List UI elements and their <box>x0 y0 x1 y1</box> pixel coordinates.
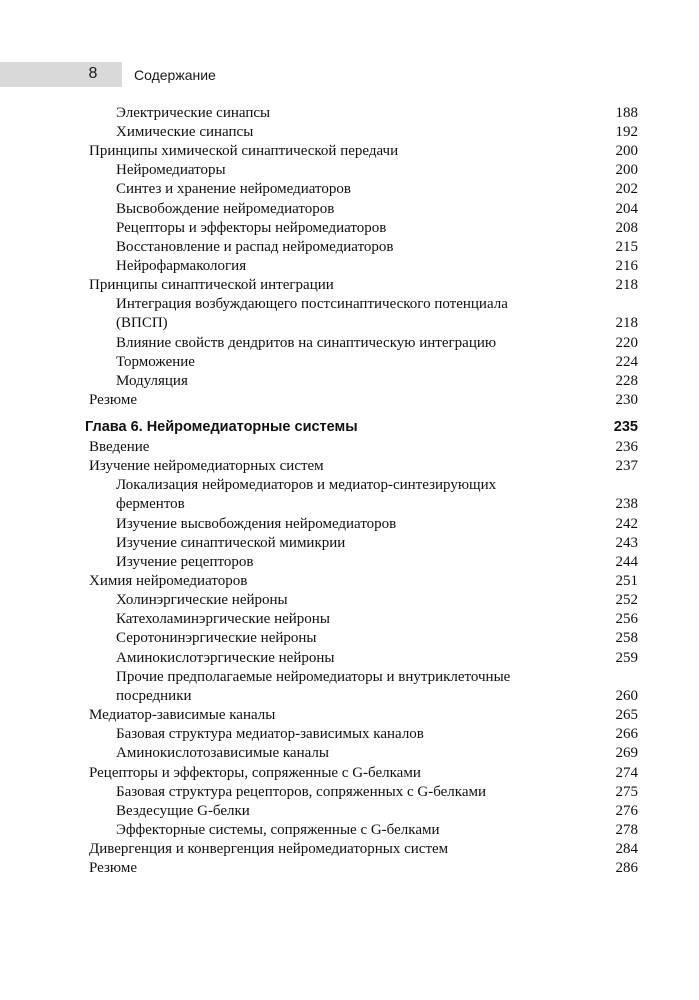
toc-entry-page: 251 <box>615 573 638 589</box>
toc-entry-page: 244 <box>615 554 638 570</box>
toc-entry-page: 266 <box>615 726 638 742</box>
toc-entry-page: 274 <box>615 765 638 781</box>
toc-entry-title: Эффекторные системы, сопряженные с G-белками <box>116 822 440 838</box>
toc-entry-title: Изучение высвобождения нейромедиаторов <box>116 516 397 532</box>
toc-entry-page: 238 <box>615 496 638 512</box>
toc-entry-page: 228 <box>615 373 638 389</box>
toc-entry-page: 220 <box>615 335 638 351</box>
toc-entry-page: 237 <box>615 458 638 474</box>
toc-entry-title: ферментов <box>116 496 185 512</box>
toc-entry-title: Химические синапсы <box>116 124 254 140</box>
toc-entry-page: 230 <box>615 392 638 408</box>
toc-entry-title: Восстановление и распад нейромедиаторов <box>116 239 394 255</box>
toc-entry-page: 275 <box>615 784 638 800</box>
toc-entry-title: Рецепторы и эффекторы нейромедиаторов <box>116 220 387 236</box>
toc-entry-page: 258 <box>615 630 638 646</box>
toc-entry-page: 200 <box>615 162 638 178</box>
toc-entry-page: 284 <box>615 841 638 857</box>
toc-entry-title: посредники <box>116 688 192 704</box>
toc-entry-page: 260 <box>615 688 638 704</box>
toc-entry-page: 259 <box>615 650 638 666</box>
toc-entry-title: Базовая структура медиатор-зависимых каналов <box>116 726 424 742</box>
toc-entry-page: 256 <box>615 611 638 627</box>
toc-entry-title: Резюме <box>89 392 138 408</box>
toc-entry-title: Высвобождение нейромедиаторов <box>116 201 335 217</box>
toc-entry-page: 252 <box>615 592 638 608</box>
toc-entry-page: 276 <box>615 803 638 819</box>
toc-entry-title: Нейромедиаторы <box>116 162 226 178</box>
toc-entry-page: 242 <box>615 516 638 532</box>
toc-entry-page: 286 <box>615 860 638 876</box>
toc-entry-title: Изучение синаптической мимикрии <box>116 535 346 551</box>
toc-entry-title: Дивергенция и конвергенция нейромедиаторных систем <box>89 841 449 857</box>
toc-entry-title: Холинэргические нейроны <box>116 592 288 608</box>
toc-entry-page: 215 <box>615 239 638 255</box>
toc-entry-title: Рецепторы и эффекторы, сопряженные с G-белками <box>89 765 421 781</box>
toc-entry-title: Аминокислотэргические нейроны <box>116 650 335 666</box>
toc-entry-page: 269 <box>615 745 638 761</box>
page-number: 8 <box>88 65 98 82</box>
toc-entry-title: Синтез и хранение нейромедиаторов <box>116 181 351 197</box>
toc-entry-title: Химия нейромедиаторов <box>89 573 248 589</box>
toc-chapter-title: Глава 6. Нейромедиаторные системы <box>85 419 358 435</box>
toc-entry-title: Вездесущие G-белки <box>116 803 250 819</box>
toc-entry-title: Электрические синапсы <box>116 105 271 121</box>
toc-entry-title: Модуляция <box>116 373 188 389</box>
toc-entry-title: Интеграция возбуждающего постсинаптического потенциала <box>116 296 508 312</box>
toc-entry-title: Прочие предполагаемые нейромедиаторы и внутриклеточные <box>116 669 511 685</box>
toc-entry-title: Базовая структура рецепторов, сопряженных с G-белками <box>116 784 487 800</box>
toc-entry-page: 218 <box>615 277 638 293</box>
toc-entry-title: Медиатор-зависимые каналы <box>89 707 276 723</box>
toc-entry-title: Принципы синаптической интеграции <box>89 277 334 293</box>
toc-entry-title: Локализация нейромедиаторов и медиатор-синтезирующих <box>116 477 497 493</box>
toc-entry-title: Катехоламинэргические нейроны <box>116 611 330 627</box>
toc-entry-page: 202 <box>615 181 638 197</box>
toc-entry-page: 224 <box>615 354 638 370</box>
running-header-title: Содержание <box>134 67 216 83</box>
toc-entry-title: Введение <box>89 439 150 455</box>
toc-entry-page: 218 <box>615 315 638 331</box>
toc-entry-page: 278 <box>615 822 638 838</box>
toc-entry-title: Торможение <box>116 354 195 370</box>
toc-entry-page: 192 <box>615 124 638 140</box>
toc-entry-page: 243 <box>615 535 638 551</box>
toc-entry-page: 216 <box>615 258 638 274</box>
toc-entry-title: Влияние свойств дендритов на синаптическую интеграцию <box>116 335 497 351</box>
toc-entry-page: 236 <box>615 439 638 455</box>
toc-entry-title: Резюме <box>89 860 138 876</box>
toc-entry-title: Нейрофармакология <box>116 258 247 274</box>
toc-entry-page: 200 <box>615 143 638 159</box>
toc-entry-title: Изучение рецепторов <box>116 554 254 570</box>
toc-entry-title: Аминокислотозависимые каналы <box>116 745 329 761</box>
toc-chapter-page: 235 <box>613 419 638 435</box>
toc-entry-page: 204 <box>615 201 638 217</box>
toc-entry-page: 188 <box>615 105 638 121</box>
toc-entry-page: 208 <box>615 220 638 236</box>
toc-entry-title: Изучение нейромедиаторных систем <box>89 458 324 474</box>
toc-entry-title: Принципы химической синаптической передачи <box>89 143 399 159</box>
toc-entry-title: Серотонинэргические нейроны <box>116 630 317 646</box>
toc-entry-page: 265 <box>615 707 638 723</box>
toc-entry-title: (ВПСП) <box>116 315 168 331</box>
